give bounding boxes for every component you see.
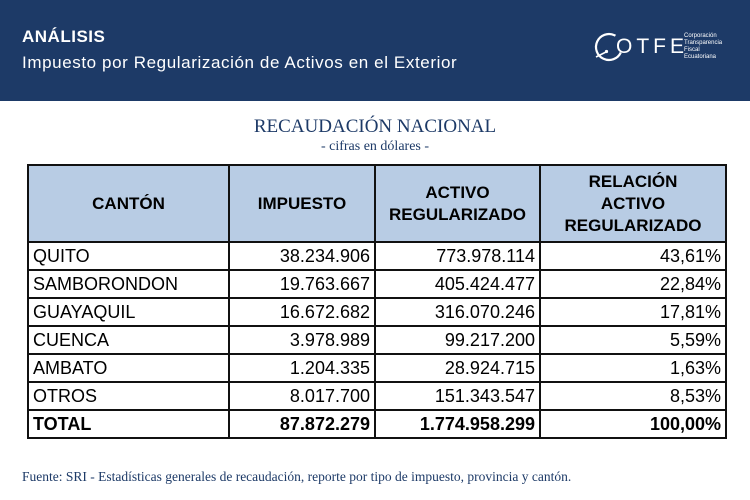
cell-impuesto: 8.017.700 — [229, 382, 375, 410]
logo-wordmark: OTFE — [616, 35, 688, 58]
cell-impuesto: 16.672.682 — [229, 298, 375, 326]
logo-caption-line: Fiscal — [684, 47, 700, 53]
cell-relacion: 5,59% — [540, 326, 726, 354]
header-canton — [28, 165, 229, 242]
header-canton-label: CANTÓN — [92, 193, 165, 213]
header-relacion — [540, 165, 726, 242]
table-row — [28, 326, 726, 354]
cell-activo: 405.424.477 — [375, 270, 540, 298]
cell-activo: 99.217.200 — [375, 326, 540, 354]
header-activo-line: ACTIVO — [425, 182, 490, 202]
cell-relacion: 1,63% — [540, 354, 726, 382]
table-row — [28, 298, 726, 326]
cell-canton: GUAYAQUIL — [28, 298, 229, 326]
header-impuesto-label: IMPUESTO — [257, 193, 347, 213]
total-canton: TOTAL — [28, 410, 229, 438]
report-subtitle: - cifras en dólares - — [320, 139, 430, 154]
total-relacion: 100,00% — [540, 410, 726, 438]
header-impuesto — [229, 165, 375, 242]
cell-canton: OTROS — [28, 382, 229, 410]
logo-caption — [684, 33, 734, 61]
source-footnote: Fuente: SRI - Estadísticas generales de recaudación, reporte por tipo de impuesto, provincia y cantón. — [22, 469, 572, 484]
recaudacion-table — [27, 164, 727, 439]
cell-activo: 773.978.114 — [375, 242, 540, 270]
cell-activo: 151.343.547 — [375, 382, 540, 410]
table-row — [28, 242, 726, 270]
total-impuesto: 87.872.279 — [229, 410, 375, 438]
report-title: RECAUDACIÓN NACIONAL — [253, 116, 497, 137]
total-activo: 1.774.958.299 — [375, 410, 540, 438]
cell-relacion: 22,84% — [540, 270, 726, 298]
logo-caption-line: Ecuatoriana — [684, 54, 717, 60]
header-activo-line: REGULARIZADO — [389, 204, 526, 224]
table-header-row — [28, 165, 726, 242]
cell-activo: 316.070.246 — [375, 298, 540, 326]
page-subtitle: Impuesto por Regularización de Activos en el Exterior — [22, 53, 458, 72]
cell-impuesto: 38.234.906 — [229, 242, 375, 270]
cell-canton: AMBATO — [28, 354, 229, 382]
cell-relacion: 8,53% — [540, 382, 726, 410]
header-relacion-line: REGULARIZADO — [564, 215, 702, 235]
header-relacion-line: ACTIVO — [600, 193, 666, 213]
cell-impuesto: 1.204.335 — [229, 354, 375, 382]
cell-relacion: 17,81% — [540, 298, 726, 326]
table-row — [28, 270, 726, 298]
cell-impuesto: 19.763.667 — [229, 270, 375, 298]
table-row — [28, 382, 726, 410]
cell-canton: QUITO — [28, 242, 229, 270]
header-activo — [375, 165, 540, 242]
logo-caption-line: Transparencia — [684, 40, 723, 46]
table-total-row — [28, 410, 726, 438]
cell-activo: 28.924.715 — [375, 354, 540, 382]
cell-canton: SAMBORONDON — [28, 270, 229, 298]
table-row — [28, 354, 726, 382]
cotfe-logo — [592, 30, 732, 66]
cell-canton: CUENCA — [28, 326, 229, 354]
cell-relacion: 43,61% — [540, 242, 726, 270]
cell-impuesto: 3.978.989 — [229, 326, 375, 354]
header-banner — [0, 0, 750, 101]
logo-caption-line: Corporación — [684, 33, 717, 39]
header-relacion-line: RELACIÓN — [588, 171, 678, 191]
page-title: ANÁLISIS — [22, 27, 106, 46]
